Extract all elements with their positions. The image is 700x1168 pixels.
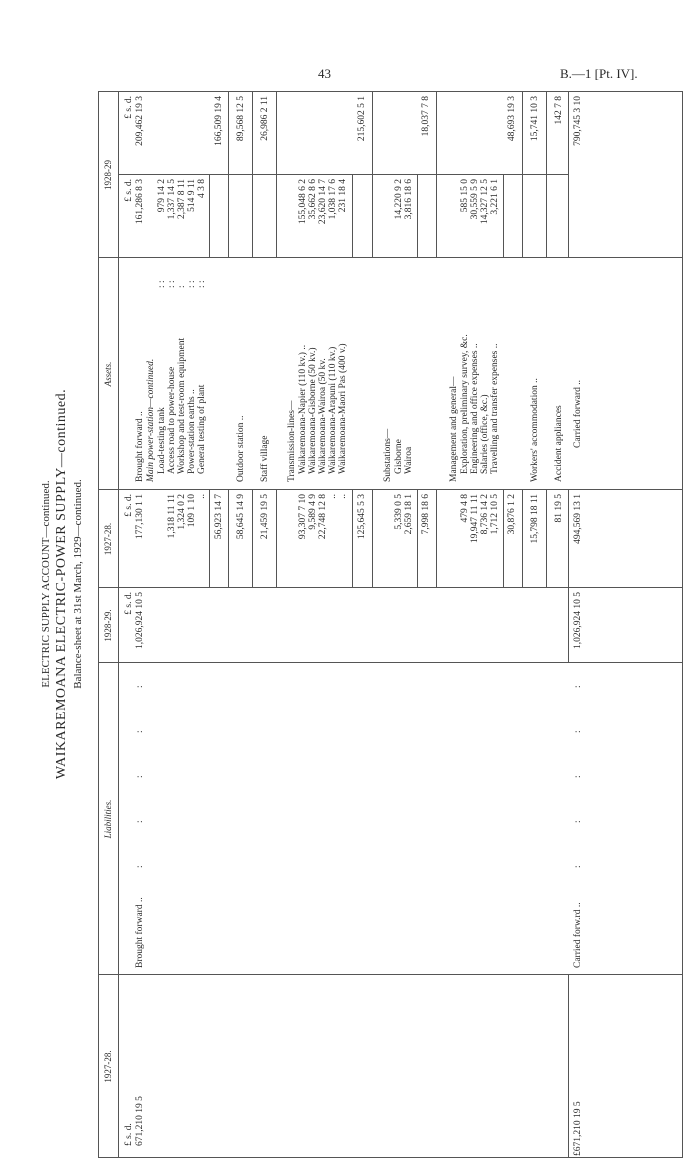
transmission-item-label: Waikaremoana-Arapuni (110 kv.) bbox=[328, 346, 338, 474]
liab-management-total-1927-28: 30,876 1 2 bbox=[507, 494, 517, 535]
liab-transmission-total-1927-28: 125,645 5 3 bbox=[357, 494, 367, 540]
liab-brought-forward-label: Brought forward .. bbox=[135, 897, 145, 968]
currency-heading: £ s. d. bbox=[124, 494, 134, 517]
subtotal-rule bbox=[209, 490, 210, 588]
section-rule bbox=[522, 490, 523, 588]
section-rule bbox=[436, 490, 437, 588]
liab-detail-1927-28: 109 1 10 bbox=[187, 494, 197, 528]
management-item-value: 585 15 0 bbox=[460, 179, 470, 213]
section-rule bbox=[436, 92, 437, 258]
section-rule bbox=[276, 490, 277, 588]
account-title: ELECTRIC SUPPLY ACCOUNT—continued. bbox=[40, 480, 52, 688]
liab-detail-1927-28: 1,324 0 2 bbox=[177, 494, 187, 530]
substation-item-value: 14,220 9 2 bbox=[394, 179, 404, 220]
section-rule bbox=[372, 490, 373, 588]
substation-item-label: Wairoa bbox=[404, 446, 414, 474]
management-item-label: Engineering and office expenses .. bbox=[470, 343, 480, 474]
liab-substations-1927-28: 2,659 18 1 bbox=[404, 494, 414, 535]
header-1928-29: 1928-29. bbox=[103, 609, 113, 642]
transmission-heading: Transmission-lines— bbox=[287, 400, 297, 482]
power-item-value: 514 9 11 bbox=[187, 179, 197, 212]
liab-management-1927-28: 8,736 14 2 bbox=[480, 494, 490, 535]
power-station-total: 166,509 19 4 bbox=[214, 96, 224, 146]
section-rule bbox=[546, 92, 547, 258]
substation-item-label: Gisborne bbox=[394, 439, 404, 474]
section-rule bbox=[372, 92, 373, 258]
transmission-item-label: Waikaremoana-Wairoa (50 kv. bbox=[318, 358, 328, 474]
header-liabilities: Liabilities. bbox=[103, 799, 113, 839]
section-rule bbox=[252, 490, 253, 588]
subtotal-rule bbox=[417, 175, 418, 258]
substations-heading: Substations— bbox=[383, 428, 393, 482]
management-item-label: Exploration, preliminary survey, &c. bbox=[460, 334, 470, 474]
table-bottom-rule bbox=[682, 92, 683, 1158]
accident-appliances-label: Accident appliances bbox=[554, 405, 564, 482]
scheme-title: WAIKAREMOANA ELECTRIC-POWER SUPPLY—continued. bbox=[54, 388, 69, 780]
section-rule bbox=[228, 490, 229, 588]
subtotal-rule bbox=[209, 175, 210, 258]
power-item-label: Access road to power-house bbox=[167, 366, 177, 474]
col-divider-1 bbox=[98, 974, 683, 975]
liab-1927-28-bf-detail: 177,130 1 1 bbox=[135, 494, 145, 540]
section-rule bbox=[276, 92, 277, 258]
transmission-item-value: 1,038 17 6 bbox=[328, 179, 338, 220]
subtotal-rule bbox=[503, 490, 504, 588]
assets-carried-forward-total: 790,745 3 10 bbox=[573, 96, 583, 146]
carried-forward-rule bbox=[568, 490, 569, 663]
power-item-label: Workshop and test-room equipment bbox=[177, 337, 187, 474]
power-item-leader: : bbox=[177, 285, 187, 288]
liab-management-1927-28: 19,947 11 11 bbox=[470, 494, 480, 544]
power-item-leader: : : bbox=[157, 280, 167, 288]
transmission-item-label: Waikaremoana-Maori Pas (400 v.) bbox=[338, 343, 348, 474]
workers-accommodation-label: Workers' accommodation .. bbox=[530, 378, 540, 482]
carried-forward-rule-left bbox=[568, 975, 569, 1158]
power-item-value: 4 3 8 bbox=[197, 179, 207, 198]
currency-heading: £ s. d. bbox=[124, 592, 134, 615]
transmission-item-label: Waikaremoana-Gisborne (50 kv.) bbox=[308, 347, 318, 474]
header-1927-28: 1927-28. bbox=[103, 1050, 113, 1083]
section-rule bbox=[228, 92, 229, 258]
liab-1928-29-brought-forward: 1,026,924 10 5 bbox=[135, 592, 145, 649]
accident-appliances-value: 142 7 8 bbox=[554, 96, 564, 125]
subtotal-rule bbox=[503, 175, 504, 258]
assets-carried-forward-label: Carried forward .. bbox=[573, 379, 583, 448]
table-top-rule bbox=[98, 92, 99, 1158]
assets-bf-total: 209,462 19 3 bbox=[135, 96, 145, 146]
section-rule bbox=[522, 92, 523, 258]
management-item-value: 3,221 6 1 bbox=[490, 179, 500, 215]
col-divider-2 bbox=[98, 662, 683, 663]
currency-heading: £ s. d. bbox=[124, 96, 134, 119]
outdoor-station-label: Outdoor station .. bbox=[236, 415, 246, 482]
power-item-label: Load-testing tank bbox=[157, 407, 167, 474]
transmission-item-value: 23,620 14 7 bbox=[318, 179, 328, 225]
section-rule bbox=[546, 490, 547, 588]
subtotal-rule bbox=[417, 490, 418, 588]
header-bottom-rule bbox=[118, 92, 119, 1158]
table-left-rule bbox=[98, 1157, 683, 1158]
liab-detail-1927-28: .. bbox=[197, 494, 207, 499]
carried-forward-rule bbox=[568, 92, 569, 258]
workers-accommodation-value: 15,741 10 3 bbox=[530, 96, 540, 142]
management-item-value: 14,327 12 5 bbox=[480, 179, 490, 225]
report-reference: B.—1 [Pt. IV]. bbox=[560, 66, 638, 81]
management-heading: Management and general— bbox=[449, 376, 459, 482]
power-item-leader: : : bbox=[197, 280, 207, 288]
transmission-item-value: 155,048 6 2 bbox=[298, 179, 308, 225]
subtotal-rule bbox=[352, 490, 353, 588]
page-number: 43 bbox=[318, 66, 331, 81]
assets-bf-detail: 161,286 8 3 bbox=[135, 179, 145, 225]
liab-accident-1927-28: 81 19 5 bbox=[554, 494, 564, 523]
liab-outdoor-station-1927-28: 58,645 14 9 bbox=[236, 494, 246, 540]
liab-substations-total-1927-28: 7,998 18 6 bbox=[421, 494, 431, 535]
liab-transmission-1927-28: 9,589 4 9 bbox=[308, 494, 318, 530]
transmission-total: 215,602 5 1 bbox=[357, 96, 367, 142]
col-divider-4 bbox=[98, 489, 683, 490]
power-item-label: Power-station earths .. bbox=[187, 389, 197, 474]
outdoor-station-value: 89,568 12 5 bbox=[236, 96, 246, 142]
power-item-label: General testing of plant bbox=[197, 384, 207, 474]
liab-subtotal-1927-28: 56,923 14 7 bbox=[214, 494, 224, 540]
subtotal-rule bbox=[352, 175, 353, 258]
liab-substations-1927-28: 5,339 0 5 bbox=[394, 494, 404, 530]
liab-carried-forward-label: Carried forw.rd .. bbox=[573, 902, 583, 968]
substations-total: 18,037 7 8 bbox=[421, 96, 431, 137]
liab-cf-leader: : : : : : bbox=[573, 665, 583, 868]
liab-1927-28-cf-total: 494,569 13 1 bbox=[573, 494, 583, 544]
header-1927-28-b: 1927-28. bbox=[103, 522, 113, 556]
management-total: 48,693 19 3 bbox=[507, 96, 517, 142]
liab-transmission-1927-28: .. bbox=[328, 494, 338, 499]
power-item-value: 1,337 14 5 bbox=[167, 179, 177, 220]
liab-transmission-1927-28: .. bbox=[338, 494, 348, 499]
management-item-label: Salaries (office, &c.) bbox=[480, 394, 490, 474]
liab-1927-28-brought-forward: 671,210 19 5 bbox=[135, 1096, 145, 1146]
header-1928-29-assets: 1928-29 bbox=[103, 160, 113, 190]
main-power-station-heading: Main power-station—continued. bbox=[146, 358, 156, 482]
power-item-leader: : : bbox=[167, 280, 177, 288]
liab-detail-1927-28: 1,318 11 11 bbox=[167, 494, 177, 539]
management-item-label: Travelling and transfer expenses .. bbox=[490, 343, 500, 474]
liab-transmission-1927-28: 93,307 7 10 bbox=[298, 494, 308, 540]
assets-brought-forward-label: Brought forward .. bbox=[135, 411, 145, 482]
sheet-title: Balance-sheet at 31st March, 1929—continued. bbox=[72, 479, 84, 689]
currency-heading: £ s. d. bbox=[124, 1123, 134, 1146]
liab-bf-leader: : : : : : bbox=[135, 665, 145, 868]
power-item-leader: : : bbox=[187, 280, 197, 288]
liab-management-1927-28: 1,712 10 5 bbox=[490, 494, 500, 535]
table-right-rule bbox=[98, 91, 683, 92]
staff-village-value: 26,986 2 11 bbox=[260, 96, 270, 141]
liab-1927-28-carried-forward: £671,210 19 5 bbox=[573, 1101, 583, 1156]
liab-staff-village-1927-28: 21,459 19 5 bbox=[260, 494, 270, 540]
power-item-value: 979 14 2 bbox=[157, 179, 167, 213]
section-rule bbox=[252, 92, 253, 258]
liab-management-1927-28: 479 4 8 bbox=[460, 494, 470, 523]
liab-transmission-1927-28: 22,748 12 8 bbox=[318, 494, 328, 540]
liab-1928-29-carried-forward: 1,026,924 10 5 bbox=[573, 592, 583, 649]
transmission-item-value: 35,662 8 6 bbox=[308, 179, 318, 220]
currency-heading: £ s. d. bbox=[124, 179, 134, 202]
power-item-value: 2,387 8 11 bbox=[177, 179, 187, 220]
staff-village-label: Staff village bbox=[260, 435, 270, 482]
substation-item-value: 3,816 18 6 bbox=[404, 179, 414, 220]
header-assets: Assets. bbox=[103, 361, 113, 387]
management-item-value: 30,559 5 9 bbox=[470, 179, 480, 220]
assets-inner-divider bbox=[118, 174, 568, 175]
transmission-item-label: Waikaremoana-Napier (110 kv.) .. bbox=[298, 344, 308, 474]
transmission-item-value: 231 18 4 bbox=[338, 179, 348, 213]
liab-workers-1927-28: 15,798 18 11 bbox=[530, 494, 540, 544]
